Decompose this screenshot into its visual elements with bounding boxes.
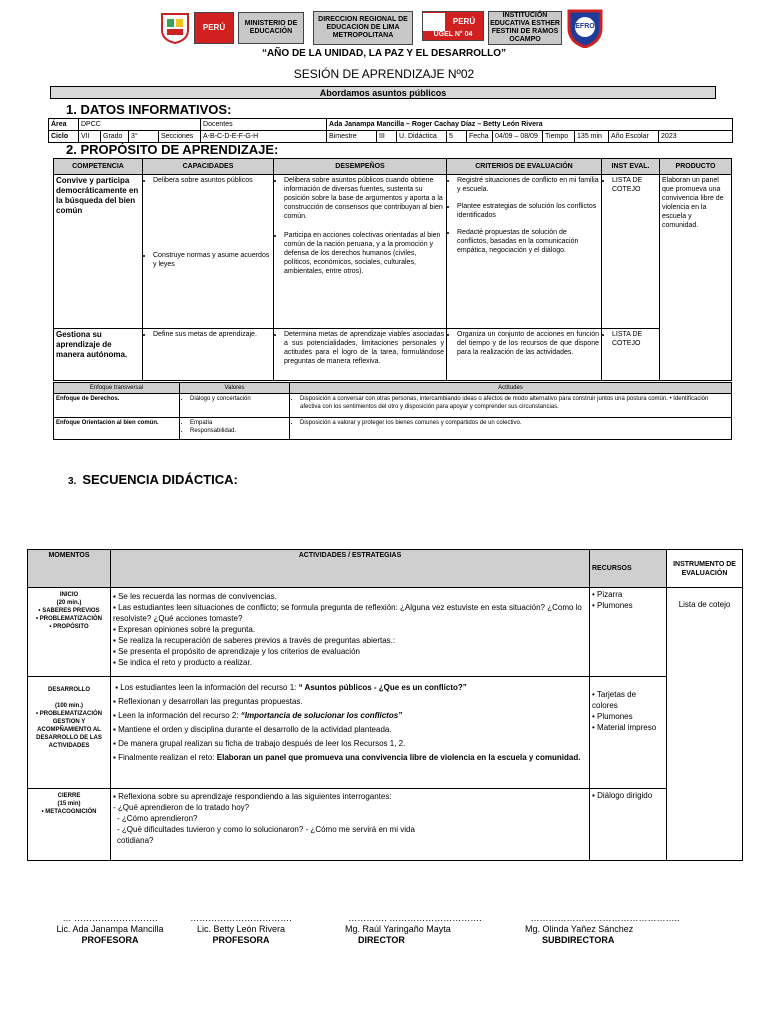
direccion-text: DIRECCION REGIONAL DE EDUCACION DE LIMA METROPOLITANA: [318, 16, 408, 39]
cierre-item: • METACOGNICIÓN: [41, 809, 97, 815]
actitud-item: • Disposición a valorar y proteger los bienes comunes y compartidos de un colectivo.: [300, 419, 729, 428]
inicio-item-text: PROBLEMATIZACIÓN: [39, 616, 102, 622]
signature-block: [40, 913, 180, 946]
valor-bien-comun: [180, 418, 290, 440]
peru-label-text: PERÚ: [202, 23, 226, 32]
fecha-value: 04/09 – 08/09: [493, 131, 543, 143]
signature-block: [330, 913, 500, 946]
inst-eval-1: [602, 175, 660, 329]
producto: Elaboran un panel que promueva una convivencia libre de violencia en la escuela y comunidad.: [660, 175, 732, 381]
year-motto: “AÑO DE LA UNIDAD, LA PAZ Y EL DESARROLLO”: [261, 48, 507, 59]
col-criterios: CRITERIOS DE EVALUACIÓN: [447, 159, 602, 175]
activity-item: - ¿Qué dificultades tuvieron y como lo solucionaron? - ¿Cómo me servirá en mi vida cotidiana?: [117, 825, 415, 845]
secuencia-number: 3.: [68, 476, 77, 487]
inst-eval-text: • LISTA DE COTEJO: [612, 176, 657, 194]
proposito-table: [53, 158, 732, 381]
desempenos-1: [274, 175, 447, 329]
activity-item: ▪ Los estudiantes leen la información del recurso 1: “ Asuntos públicos - ¿Que es un conflicto?”: [113, 683, 467, 692]
recursos-desarrollo: [590, 677, 667, 789]
unidad-value: 5: [447, 131, 467, 143]
signature-name: Mg. Raúl Yaringaño Mayta: [345, 924, 451, 934]
activity-text: Los estudiantes leen la información del recurso 1:: [120, 683, 299, 692]
valores-header: Valores: [180, 383, 290, 394]
recurso-text: Diálogo dirigido: [597, 791, 653, 800]
enfoque-bien-comun: Enfoque Orientación al bien común.: [54, 418, 180, 440]
signature-name: Lic. Betty León Rivera: [196, 924, 286, 934]
grado-label: Grado: [101, 131, 129, 143]
enfoques-table: [53, 382, 732, 440]
col-producto: PRODUCTO: [660, 159, 732, 175]
capacidades-2: [143, 329, 274, 381]
enfoque-derechos: Enfoque de Derechos.: [54, 394, 180, 418]
signature-block: [520, 913, 690, 946]
inst-eval-text: • LISTA DE COTEJO: [612, 330, 657, 348]
actitud-bien-comun: [290, 418, 732, 440]
recurso-item: • Material impreso: [592, 723, 657, 732]
signature-block: [176, 913, 306, 946]
criterios-1: [447, 175, 602, 329]
anio-label: Año Escolar: [609, 131, 659, 143]
activity-item: ▪ Leen la información del recurso 2: “Importancia de solucionar los conflictos”: [113, 711, 403, 720]
activity-text: Leen la información del recurso 2:: [118, 711, 241, 720]
criterio-item: • Registré situaciones de conflicto en mi familia y escuela.: [457, 176, 599, 194]
recurso-item: • Plumones: [592, 712, 633, 721]
activity-item: ▪ Reflexiona sobre su aprendizaje respondiendo a las siguientes interrogantes:: [113, 792, 392, 801]
activity-item: ▪ Finalmente realizan el reto: Elaboran un panel que promueva una convivencia libre de violencia en la escuela y comunidad.: [113, 753, 581, 762]
activity-bold: “Importancia de solucionar los conflictos”: [240, 711, 403, 720]
grado-value: 3°: [129, 131, 159, 143]
activity-text: Se indica el reto y producto a realizar.: [118, 658, 252, 667]
activity-text: Finalmente realizan el reto:: [118, 753, 217, 762]
institucion-text: INSTITUCIÓN EDUCATIVA ESTHER FESTINI DE RAMOS OCAMPO: [490, 12, 560, 43]
valor-item: • Responsabilidad.: [190, 427, 287, 435]
valor-item: • Empatía: [190, 419, 287, 427]
recursos-cierre: [590, 789, 667, 861]
valor-dialogo: [180, 394, 290, 418]
recurso-text: Tarjetas de colores: [592, 690, 637, 710]
desarrollo-name: DESARROLLO: [48, 687, 90, 693]
inst-eval-2: [602, 329, 660, 381]
activity-text: Se presenta el propósito de aprendizaje y los criterios de evaluación: [118, 647, 360, 656]
recurso-text: Plumones: [597, 601, 633, 610]
direccion-box: [313, 11, 413, 45]
activity-item: ▪ Se les recuerda las normas de convivencias.: [113, 592, 277, 601]
signature-role: DIRECTOR: [358, 935, 405, 945]
recurso-item: • Pizarra: [592, 590, 623, 599]
desarrollo-item-text: PROBLEMATIZACIÓN GESTION Y ACOMPÑAMIENTO AL DESARROLLO DE LAS ACTIVIDADES: [36, 711, 102, 749]
area-value: DPCC: [79, 119, 201, 131]
bimestre-label: Bimestre: [327, 131, 377, 143]
docentes-value: Ada Janampa Mancilla – Roger Cachay Díaz – Betty León Rivera: [327, 119, 733, 131]
competencia-2: Gestiona su aprendizaje de manera autónoma.: [54, 329, 143, 381]
peru-shield-logo: [158, 12, 192, 44]
recurso-text: Material impreso: [597, 723, 657, 732]
activity-text: Se les recuerda las normas de convivencias.: [118, 592, 277, 601]
activity-text: Mantiene el orden y disciplina durante el desarrollo de la actividad planteada.: [118, 725, 392, 734]
inicio-item-text: PROPÓSITO: [53, 624, 89, 630]
col-momentos: MOMENTOS: [28, 550, 111, 588]
activity-text: De manera grupal realizan su ficha de trabajo después de leer los Recursos 1, 2.: [118, 739, 406, 748]
signature-name: Lic. Ada Janampa Mancilla: [56, 924, 164, 934]
col-competencia: COMPETENCIA: [54, 159, 143, 175]
fecha-label: Fecha: [467, 131, 493, 143]
docentes-label: Docentes: [201, 119, 327, 131]
actividades-inicio: [111, 588, 590, 677]
activity-item: ▪ Se indica el reto y producto a realizar.: [113, 658, 252, 667]
desarrollo-time: (100 min.): [54, 703, 83, 709]
activity-text: Reflexionan y desarrollan las preguntas propuestas.: [118, 697, 303, 706]
cierre-item-text: METACOGNICIÓN: [45, 809, 97, 815]
activity-item: ▪ De manera grupal realizan su ficha de trabajo después de leer los Recursos 1, 2.: [113, 739, 406, 748]
datos-title: 1. DATOS INFORMATIVOS:: [66, 102, 232, 117]
inicio-item: • SABERES PREVIOS: [38, 608, 100, 614]
activity-item: ▪ Las estudiantes leen situaciones de conflicto; se formula pregunta de reflexión: ¿Alguna vez estuviste en esta situación? ¿Como lo resolviste? ¿Qué acciones tomaste?: [113, 603, 582, 623]
actividades-desarrollo: [111, 677, 590, 789]
criterio-item: • Organiza un conjunto de acciones en función del tiempo y de los recursos de que dispone para la realización de las actividades.: [457, 330, 599, 357]
activity-item: ▪ Reflexionan y desarrollan las preguntas propuestas.: [113, 697, 303, 706]
col-inst-eval: INST EVAL.: [602, 159, 660, 175]
ciclo-label: Ciclo: [49, 131, 79, 143]
topic-bar: Abordamos asuntos públicos: [50, 86, 716, 99]
enfoque-header: Enfoque transversal: [54, 383, 180, 394]
secuencia-title-text: SECUENCIA DIDÁCTICA:: [82, 472, 238, 487]
activity-item: ▪ Expresan opiniones sobre la pregunta.: [113, 625, 256, 634]
ciclo-value: VII: [79, 131, 101, 143]
actitud-item: • Disposición a conversar con otras personas, intercambiando ideas o afectos de modo alternativo para construir juntos una postura común. • Identificación afectiva con los sentimientos del otro y disposición para apoyar y comprender sus circunstancias.: [300, 395, 729, 411]
session-title: SESIÓN DE APRENDIZAJE Nº02: [293, 67, 475, 81]
desarrollo-item: • PROBLEMATIZACIÓN GESTION Y ACOMPÑAMIENTO AL DESARROLLO DE LAS ACTIVIDADES: [36, 711, 102, 749]
anio-value: 2023: [659, 131, 733, 143]
datos-table: [48, 118, 733, 143]
capacidad-item: • Delibera sobre asuntos públicos: [153, 176, 271, 185]
inicio-name: INICIO: [59, 592, 79, 598]
recursos-inicio: [590, 588, 667, 677]
activity-text: Expresan opiniones sobre la pregunta.: [118, 625, 256, 634]
unidad-label: U. Didáctica: [397, 131, 447, 143]
activity-bold: “ Asuntos públicos - ¿Que es un conflicto?”: [298, 683, 467, 692]
cierre-time: (15 min): [57, 801, 81, 807]
activity-bold: Elaboran un panel que promueva una convivencia libre de violencia en la escuela y comunidad.: [216, 753, 581, 762]
activity-item: ▪ Se realiza la recuperación de saberes previos a través de preguntas abiertas.:: [113, 636, 396, 645]
actitudes-header: Actitudes: [290, 383, 732, 394]
proposito-title: 2. PROPÓSITO DE APRENDIZAJE:: [66, 142, 279, 157]
inicio-item-text: SABERES PREVIOS: [42, 608, 100, 614]
col-instrumento: INSTRUMENTO DE EVALUACIÓN: [667, 550, 743, 588]
capacidades-1: [143, 175, 274, 329]
tiempo-value: 135 min: [575, 131, 609, 143]
actividades-cierre: [111, 789, 590, 861]
inicio-time: (20 min.): [56, 600, 82, 606]
activity-item: ▪ Mantiene el orden y disciplina durante el desarrollo de la actividad planteada.: [113, 725, 392, 734]
valor-item: • Diálogo y concertación: [190, 395, 287, 404]
recurso-text: Pizarra: [597, 590, 623, 599]
actitud-derechos: [290, 394, 732, 418]
momento-cierre: [28, 789, 111, 861]
ugel-shield-icon: [423, 13, 445, 31]
recurso-item: • Plumones: [592, 601, 633, 610]
capacidad-item: • Construye normas y asume acuerdos y leyes: [153, 251, 271, 269]
signature-line: … ……………………….: [62, 913, 158, 923]
desempeno-item: • Delibera sobre asuntos públicos cuando obtiene información de diversas fuentes, sustenta su posición sobre la base de argumentos y aporta a la construcción de consensos que contribuyan al bien común.: [284, 176, 444, 221]
ugel-box: [422, 11, 484, 41]
school-crest-logo: [566, 8, 604, 48]
signature-line: …………………………….: [190, 913, 292, 923]
instrumento-text: Lista de cotejo: [678, 600, 731, 609]
recurso-text: Plumones: [597, 712, 633, 721]
desempenos-2: [274, 329, 447, 381]
signature-line: …………. ………………………….: [348, 913, 482, 923]
secciones-label: Secciones: [159, 131, 201, 143]
instrumento: [667, 588, 743, 861]
signature-line: …………………………………………..: [530, 913, 680, 923]
inicio-item: • PROPÓSITO: [49, 624, 89, 630]
activity-text: Se realiza la recuperación de saberes previos a través de preguntas abiertas.:: [118, 636, 396, 645]
ugel-text: UGEL N° 04: [433, 31, 473, 38]
desempeno-item: • Determina metas de aprendizaje viables asociadas a sus potencialidades, limitaciones personales y actitudes para el logro de la tarea, formulándose preguntas de manera reflexiva.: [284, 330, 444, 366]
momento-desarrollo: [28, 677, 111, 789]
inicio-item: • PROBLEMATIZACIÓN: [36, 616, 102, 622]
activity-item: - ¿Qué aprendieron de lo tratado hoy?: [113, 803, 250, 812]
peru-label: [194, 12, 234, 44]
signature-name: Mg. Olinda Yañez Sánchez: [525, 924, 634, 934]
area-label: Área: [49, 119, 79, 131]
secciones-value: A-B-C-D-E-F-G-H: [201, 131, 327, 143]
secuencia-title: [68, 472, 238, 487]
activity-item: - ¿Cómo aprendieron?: [117, 814, 198, 823]
bimestre-value: III: [377, 131, 397, 143]
crest-text: EFRO: [575, 23, 595, 30]
signature-role: PROFESORA: [81, 935, 139, 945]
institucion-box: [488, 11, 562, 45]
criterios-2: [447, 329, 602, 381]
ministry-text: MINISTERIO DE EDUCACIÓN: [244, 20, 298, 35]
criterio-item: • Redacté propuestas de solución de conflictos, basadas en la comunicación empática, negociación y el diálogo.: [457, 228, 599, 255]
col-recursos: RECURSOS: [590, 550, 667, 588]
secuencia-table: [27, 549, 743, 861]
activity-item: ▪ Se presenta el propósito de aprendizaje y los criterios de evaluación: [113, 647, 360, 656]
recurso-item: ▪ Diálogo dirigido: [592, 791, 653, 800]
momento-inicio: [28, 588, 111, 677]
activity-text: Reflexiona sobre su aprendizaje respondiendo a las siguientes interrogantes:: [118, 792, 392, 801]
capacidad-item: • Define sus metas de aprendizaje.: [153, 330, 271, 339]
recurso-item: • Tarjetas de colores: [592, 690, 637, 710]
ministry-box: [238, 12, 304, 44]
competencia-1: Convive y participa democráticamente en la búsqueda del bien común: [54, 175, 143, 329]
ugel-peru-text: PERÚ: [452, 17, 476, 26]
tiempo-label: Tiempo: [543, 131, 575, 143]
activity-text: Las estudiantes leen situaciones de conflicto; se formula pregunta de reflexión: ¿Alguna vez estuviste en esta situación? ¿Como lo resolviste? ¿Qué acciones tomaste?: [113, 603, 582, 623]
col-desempenos: DESEMPEÑOS: [274, 159, 447, 175]
col-actividades: ACTIVIDADES / ESTRATEGIAS: [111, 550, 590, 588]
criterio-item: • Plantee estrategias de solución los conflictos identificados: [457, 202, 599, 220]
cierre-name: CIERRE: [57, 793, 81, 799]
signature-role: SUBDIRECTORA: [542, 935, 615, 945]
desempeno-item: • Participa en acciones colectivas orientadas al bien común de la nación peruana, y a la promoción y defensa de los derechos humanos (civiles, políticos, económicos, sociales, culturales, ambientales, entre otros).: [284, 231, 444, 276]
signature-role: PROFESORA: [212, 935, 270, 945]
col-capacidades: CAPACIDADES: [143, 159, 274, 175]
